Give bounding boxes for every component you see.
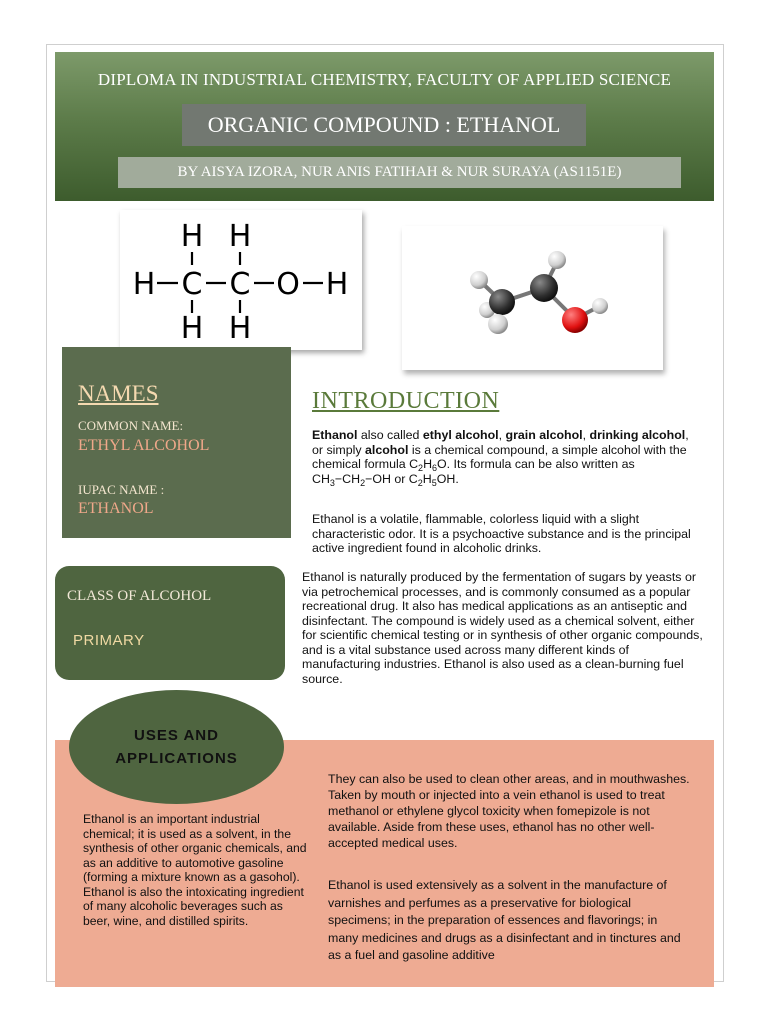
atom-c-2: C — [229, 267, 251, 302]
ball-stick-model-card — [402, 226, 663, 370]
poster-header — [55, 52, 714, 201]
iupac-name-label: IUPAC NAME : — [78, 482, 165, 497]
atom-h-left: H — [132, 267, 156, 302]
atom-h-bottom-2: H — [228, 311, 252, 346]
uses-right-paragraph-2: Ethanol is used extensively as a solvent in the manufacture of varnishes and perfumes as a preservative for biological specimens; in the preparation of essences and flavorings; in many medicines and drugs as a disinfectant and in tinctures and as a fuel and gasoline additive — [328, 878, 681, 962]
atom-c-1: C — [181, 267, 203, 302]
carbon-atom — [489, 289, 515, 315]
uses-heading-line-1: USES AND — [134, 727, 219, 744]
common-name-label: COMMON NAME: — [78, 418, 184, 433]
uses-right-paragraph-1: They can also be used to clean other areas, and in mouthwashes. Taken by mouth or injected into a vein ethanol is used to treat methanol or ethylene glycol toxicity when fomepizole is not available. Aside from these uses, ethanol has no other well-accepted medical uses. — [328, 772, 690, 850]
atom-h-bottom-1: H — [180, 311, 204, 346]
uses-heading-line-2: APPLICATIONS — [115, 750, 238, 767]
atom-h-top-2: H — [228, 219, 252, 254]
iupac-name-value: ETHANOL — [78, 500, 154, 517]
common-name-value: ETHYL ALCOHOL — [78, 437, 210, 454]
hydrogen-atom — [592, 298, 608, 314]
names-box — [62, 347, 291, 538]
uses-heading-oval — [69, 690, 284, 804]
atom-h-right: H — [325, 267, 349, 302]
hydrogen-atom — [470, 271, 488, 289]
oxygen-atom — [562, 307, 588, 333]
class-of-alcohol-value: PRIMARY — [73, 632, 145, 649]
carbon-atom — [530, 274, 558, 302]
intro-paragraph-1: Ethanol also called ethyl alcohol, grain alcohol, drinking alcohol, or simply alcohol is a chemical compound, a simple alcohol with the chemical formula $C_2H_6O$. Its formula can be also written as $CH_3-CH_2-OH$ or $C_2H_5OH$. — [312, 428, 689, 488]
structural-formula — [120, 210, 362, 350]
atom-h-top-1: H — [180, 219, 204, 254]
hydrogen-atom — [548, 251, 566, 269]
department-line: DIPLOMA IN INDUSTRIAL CHEMISTRY, FACULTY OF APPLIED SCIENCE — [97, 70, 672, 89]
poster-title: ORGANIC COMPOUND : ETHANOL — [182, 104, 586, 146]
class-of-alcohol-heading: CLASS OF ALCOHOL — [67, 588, 212, 604]
authors-line: BY AISYA IZORA, NUR ANIS FATIHAH & NUR SURAYA (AS1151E) — [118, 157, 681, 188]
hydrogen-atom — [488, 314, 508, 334]
names-heading: NAMES — [78, 381, 159, 406]
intro-paragraph-2: Ethanol is a volatile, flammable, colorless liquid with a slight characteristic odor. It is a psychoactive substance and is the principal active ingredient found in alcoholic drinks. — [312, 512, 691, 555]
uses-left-paragraph: Ethanol is an important industrial chemical; it is used as a solvent, in the synthesis of other organic chemicals, and as an additive to automotive gasoline (forming a mixture known as a gasohol). Ethanol is also the intoxicating ingredient of many alcoholic beverages such as beer, wine, and distilled spirits. — [83, 812, 307, 928]
ball-stick-model — [402, 226, 663, 370]
atom-o: O — [276, 267, 300, 302]
introduction-heading: INTRODUCTION — [312, 388, 500, 414]
class-of-alcohol-box — [55, 566, 285, 680]
intro-paragraph-3: Ethanol is naturally produced by the fermentation of sugars by yeasts or via petrochemical processes, and is commonly consumed as a popular recreational drug. It also has medical applications as an antiseptic and disinfectant. The compound is widely used as a chemical solvent, either for scientific chemical testing or in synthesis of other organic compounds, and is a vital substance used across many different kinds of manufacturing industries. Ethanol is also used as a clean-burning fuel source. — [302, 570, 703, 686]
structural-formula-card — [120, 210, 362, 350]
